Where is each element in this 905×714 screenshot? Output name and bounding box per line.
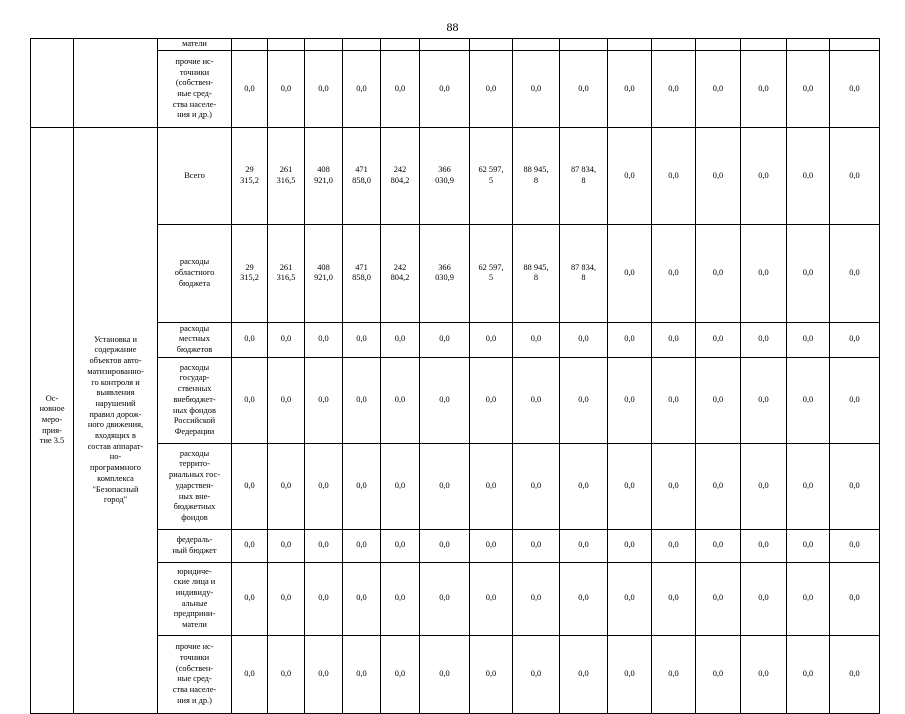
value-cell: 0,0 bbox=[787, 635, 830, 713]
value-cell: 0,0 bbox=[470, 635, 513, 713]
value-cell: 0,0 bbox=[696, 357, 741, 443]
value-cell: 0,0 bbox=[696, 562, 741, 635]
table-row bbox=[31, 51, 880, 128]
value-cell: 0,0 bbox=[232, 529, 268, 562]
value-cell: 0,0 bbox=[696, 529, 741, 562]
table-row bbox=[31, 225, 880, 322]
value-cell: 29 315,2 bbox=[232, 128, 268, 225]
value-cell: 29 315,2 bbox=[232, 225, 268, 322]
table-row bbox=[31, 39, 880, 51]
table-row bbox=[31, 562, 880, 635]
value-cell: 0,0 bbox=[305, 357, 343, 443]
value-cell: 0,0 bbox=[741, 357, 787, 443]
value-cell: 0,0 bbox=[381, 562, 420, 635]
value-cell bbox=[830, 39, 880, 51]
value-cell: 0,0 bbox=[470, 322, 513, 357]
value-cell: 0,0 bbox=[830, 51, 880, 128]
value-cell: 0,0 bbox=[470, 562, 513, 635]
value-cell bbox=[420, 39, 470, 51]
value-cell: 0,0 bbox=[696, 225, 741, 322]
value-cell: 0,0 bbox=[513, 51, 560, 128]
empty-measure-cell bbox=[74, 39, 158, 128]
value-cell: 0,0 bbox=[787, 225, 830, 322]
value-cell: 0,0 bbox=[343, 529, 381, 562]
value-cell: 0,0 bbox=[652, 443, 696, 529]
empty-label-cell bbox=[31, 39, 74, 128]
value-cell: 62 597, 5 bbox=[470, 128, 513, 225]
value-cell: 0,0 bbox=[381, 322, 420, 357]
value-cell: 0,0 bbox=[696, 51, 741, 128]
value-cell: 0,0 bbox=[343, 322, 381, 357]
value-cell: 0,0 bbox=[608, 357, 652, 443]
value-cell: 0,0 bbox=[652, 562, 696, 635]
value-cell: 0,0 bbox=[305, 51, 343, 128]
value-cell: 0,0 bbox=[741, 562, 787, 635]
value-cell: 0,0 bbox=[420, 443, 470, 529]
value-cell: 0,0 bbox=[741, 225, 787, 322]
value-cell: 0,0 bbox=[830, 128, 880, 225]
value-cell bbox=[652, 39, 696, 51]
value-cell: 0,0 bbox=[741, 128, 787, 225]
value-cell: 0,0 bbox=[652, 529, 696, 562]
value-cell: 87 834, 8 bbox=[560, 128, 608, 225]
value-cell: 0,0 bbox=[470, 51, 513, 128]
value-cell: 0,0 bbox=[470, 529, 513, 562]
page-number: 88 bbox=[446, 20, 459, 34]
value-cell: 0,0 bbox=[608, 51, 652, 128]
value-cell: 0,0 bbox=[787, 322, 830, 357]
value-cell: 0,0 bbox=[343, 443, 381, 529]
value-cell: 0,0 bbox=[560, 357, 608, 443]
value-cell: 0,0 bbox=[470, 357, 513, 443]
value-cell: 62 597, 5 bbox=[470, 225, 513, 322]
value-cell: 0,0 bbox=[696, 128, 741, 225]
value-cell: 0,0 bbox=[305, 562, 343, 635]
value-cell bbox=[232, 39, 268, 51]
table-row bbox=[31, 443, 880, 529]
value-cell bbox=[741, 39, 787, 51]
value-cell: 0,0 bbox=[608, 225, 652, 322]
value-cell: 0,0 bbox=[381, 51, 420, 128]
value-cell: 0,0 bbox=[560, 635, 608, 713]
value-cell bbox=[305, 39, 343, 51]
value-cell bbox=[470, 39, 513, 51]
value-cell: 0,0 bbox=[381, 357, 420, 443]
value-cell: 0,0 bbox=[608, 128, 652, 225]
value-cell: 0,0 bbox=[513, 529, 560, 562]
value-cell: 0,0 bbox=[741, 443, 787, 529]
table-row bbox=[31, 635, 880, 713]
value-cell: 0,0 bbox=[268, 322, 305, 357]
value-cell: 0,0 bbox=[608, 443, 652, 529]
value-cell: 0,0 bbox=[830, 529, 880, 562]
funding-source-cell: расходы областного бюджета bbox=[158, 225, 232, 322]
value-cell: 0,0 bbox=[268, 562, 305, 635]
value-cell: 261 316,5 bbox=[268, 225, 305, 322]
value-cell: 0,0 bbox=[652, 322, 696, 357]
value-cell: 0,0 bbox=[560, 322, 608, 357]
value-cell: 0,0 bbox=[232, 443, 268, 529]
value-cell: 0,0 bbox=[420, 322, 470, 357]
value-cell bbox=[268, 39, 305, 51]
value-cell: 0,0 bbox=[652, 51, 696, 128]
value-cell: 0,0 bbox=[420, 357, 470, 443]
value-cell: 0,0 bbox=[560, 529, 608, 562]
value-cell: 0,0 bbox=[305, 443, 343, 529]
value-cell: 0,0 bbox=[420, 635, 470, 713]
funding-source-cell: Всего bbox=[158, 128, 232, 225]
value-cell: 0,0 bbox=[608, 635, 652, 713]
value-cell: 0,0 bbox=[343, 51, 381, 128]
value-cell: 0,0 bbox=[652, 357, 696, 443]
value-cell bbox=[560, 39, 608, 51]
value-cell: 0,0 bbox=[513, 322, 560, 357]
value-cell: 0,0 bbox=[696, 443, 741, 529]
value-cell: 0,0 bbox=[343, 562, 381, 635]
value-cell: 0,0 bbox=[830, 225, 880, 322]
value-cell bbox=[608, 39, 652, 51]
value-cell: 0,0 bbox=[560, 51, 608, 128]
value-cell: 87 834, 8 bbox=[560, 225, 608, 322]
value-cell: 0,0 bbox=[652, 225, 696, 322]
funding-source-cell: матели bbox=[158, 39, 232, 51]
value-cell: 0,0 bbox=[787, 357, 830, 443]
value-cell: 0,0 bbox=[830, 322, 880, 357]
value-cell: 0,0 bbox=[232, 322, 268, 357]
table-row bbox=[31, 128, 880, 225]
value-cell: 0,0 bbox=[560, 562, 608, 635]
value-cell: 0,0 bbox=[268, 529, 305, 562]
value-cell: 88 945, 8 bbox=[513, 128, 560, 225]
value-cell: 0,0 bbox=[381, 443, 420, 529]
value-cell: 471 858,0 bbox=[343, 225, 381, 322]
value-cell: 0,0 bbox=[343, 635, 381, 713]
value-cell: 0,0 bbox=[232, 562, 268, 635]
value-cell: 408 921,0 bbox=[305, 128, 343, 225]
value-cell: 0,0 bbox=[787, 562, 830, 635]
value-cell: 0,0 bbox=[381, 529, 420, 562]
value-cell: 471 858,0 bbox=[343, 128, 381, 225]
value-cell: 0,0 bbox=[608, 562, 652, 635]
value-cell: 0,0 bbox=[268, 357, 305, 443]
value-cell: 0,0 bbox=[830, 562, 880, 635]
value-cell: 261 316,5 bbox=[268, 128, 305, 225]
value-cell: 0,0 bbox=[268, 51, 305, 128]
value-cell: 0,0 bbox=[830, 443, 880, 529]
value-cell: 0,0 bbox=[830, 635, 880, 713]
table-row bbox=[31, 322, 880, 357]
value-cell: 0,0 bbox=[652, 128, 696, 225]
value-cell: 0,0 bbox=[787, 51, 830, 128]
value-cell: 0,0 bbox=[741, 51, 787, 128]
funding-source-cell: расходы местных бюджетов bbox=[158, 322, 232, 357]
value-cell: 0,0 bbox=[741, 322, 787, 357]
activity-label-cell: Ос- новное меро- прия- тие 3.5 bbox=[31, 128, 74, 714]
funding-source-cell: расходы государ- ственных внебюджет- ных фондов Российской Федерации bbox=[158, 357, 232, 443]
value-cell: 0,0 bbox=[305, 322, 343, 357]
value-cell: 0,0 bbox=[470, 443, 513, 529]
value-cell: 242 804,2 bbox=[381, 225, 420, 322]
table-row bbox=[31, 357, 880, 443]
value-cell: 242 804,2 bbox=[381, 128, 420, 225]
value-cell: 0,0 bbox=[652, 635, 696, 713]
value-cell: 0,0 bbox=[305, 635, 343, 713]
value-cell bbox=[513, 39, 560, 51]
value-cell: 0,0 bbox=[608, 529, 652, 562]
budget-table bbox=[30, 38, 880, 714]
value-cell: 88 945, 8 bbox=[513, 225, 560, 322]
value-cell: 366 030,9 bbox=[420, 225, 470, 322]
value-cell bbox=[696, 39, 741, 51]
value-cell: 0,0 bbox=[268, 443, 305, 529]
value-cell bbox=[787, 39, 830, 51]
value-cell: 0,0 bbox=[560, 443, 608, 529]
value-cell: 0,0 bbox=[420, 529, 470, 562]
value-cell: 0,0 bbox=[513, 443, 560, 529]
value-cell: 0,0 bbox=[305, 529, 343, 562]
value-cell: 0,0 bbox=[741, 529, 787, 562]
value-cell: 0,0 bbox=[343, 357, 381, 443]
value-cell: 0,0 bbox=[787, 443, 830, 529]
value-cell: 0,0 bbox=[696, 635, 741, 713]
value-cell: 0,0 bbox=[787, 529, 830, 562]
value-cell: 0,0 bbox=[513, 357, 560, 443]
value-cell: 0,0 bbox=[830, 357, 880, 443]
value-cell: 0,0 bbox=[513, 635, 560, 713]
funding-source-cell: прочие ис- точники (собствен- ные сред- ства населе- ния и др.) bbox=[158, 51, 232, 128]
table-row bbox=[31, 529, 880, 562]
value-cell bbox=[381, 39, 420, 51]
funding-source-cell: прочие ис- точники (собствен- ные сред- ства населе- ния и др.) bbox=[158, 635, 232, 713]
value-cell: 0,0 bbox=[381, 635, 420, 713]
value-cell: 408 921,0 bbox=[305, 225, 343, 322]
value-cell: 0,0 bbox=[420, 51, 470, 128]
funding-source-cell: расходы террито- риальных гос- ударствен- ных вне- бюджетных фондов bbox=[158, 443, 232, 529]
value-cell: 366 030,9 bbox=[420, 128, 470, 225]
value-cell: 0,0 bbox=[232, 357, 268, 443]
value-cell: 0,0 bbox=[232, 51, 268, 128]
funding-source-cell: юридиче- ские лица и индивиду- альные предприни- матели bbox=[158, 562, 232, 635]
value-cell: 0,0 bbox=[420, 562, 470, 635]
value-cell: 0,0 bbox=[696, 322, 741, 357]
value-cell: 0,0 bbox=[268, 635, 305, 713]
value-cell: 0,0 bbox=[741, 635, 787, 713]
value-cell bbox=[343, 39, 381, 51]
value-cell: 0,0 bbox=[787, 128, 830, 225]
value-cell: 0,0 bbox=[608, 322, 652, 357]
measure-description-cell: Установка и содержание объектов авто- матизированно- го контроля и выявления нарушений правил дорож- ного движения, входящих в состав аппарат- но- программного комплекса "Безопасный город" bbox=[74, 128, 158, 714]
value-cell: 0,0 bbox=[232, 635, 268, 713]
value-cell: 0,0 bbox=[513, 562, 560, 635]
funding-source-cell: федераль- ный бюджет bbox=[158, 529, 232, 562]
